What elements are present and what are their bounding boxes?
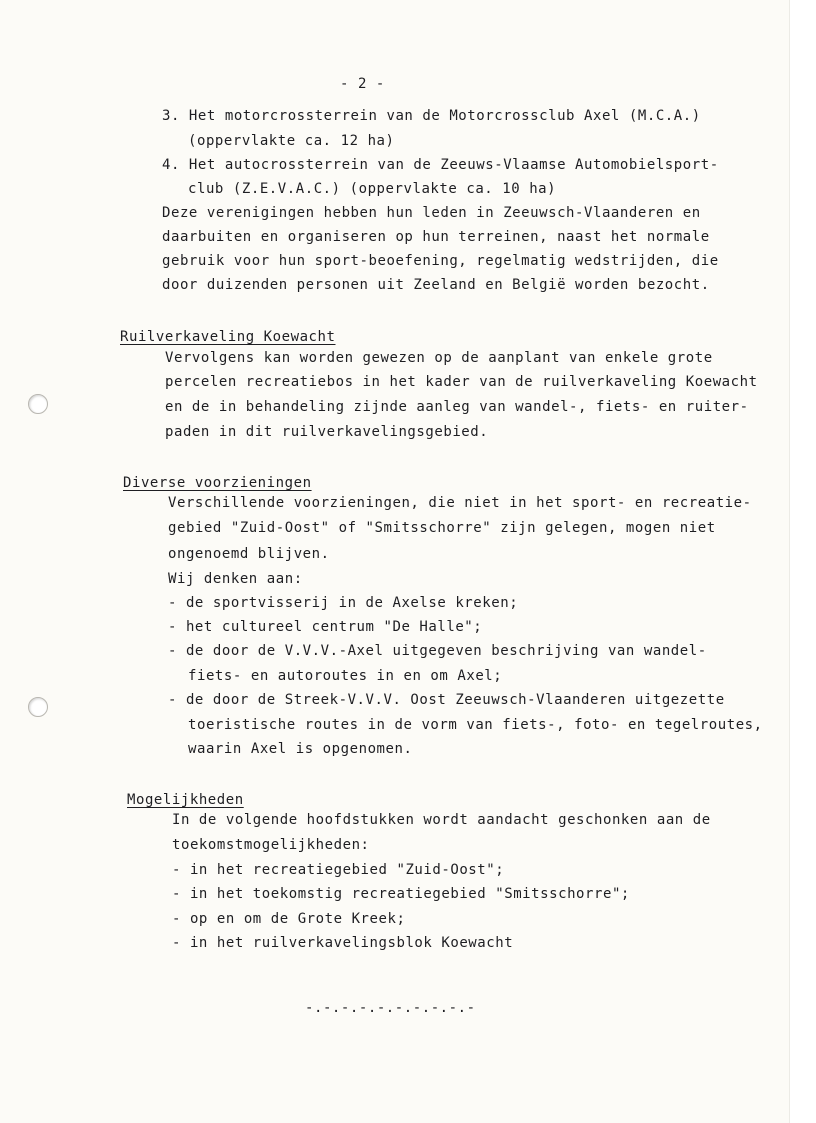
bullet-item: - op en om de Grote Kreek; <box>172 911 406 927</box>
bullet-item: - de door de V.V.V.-Axel uitgegeven beschrijving van wandel- <box>168 643 707 659</box>
bullet-item-continuation: waarin Axel is opgenomen. <box>188 741 413 757</box>
bullet-item: - in het ruilverkavelingsblok Koewacht <box>172 935 514 951</box>
bullet-item-continuation: fiets- en autoroutes in en om Axel; <box>188 668 503 684</box>
list-item-3: 3. Het motorcrossterrein van de Motorcrossclub Axel (M.C.A.) <box>162 108 701 124</box>
list-item-4-continuation: club (Z.E.V.A.C.) (oppervlakte ca. 10 ha) <box>188 181 557 197</box>
paragraph-line: gebruik voor hun sport-beoefening, regelmatig wedstrijden, die <box>162 253 719 269</box>
paragraph-line: paden in dit ruilverkavelingsgebied. <box>165 424 489 440</box>
end-mark: -.-.-.-.-.-.-.-.-.- <box>305 1000 476 1016</box>
paragraph-line: Verschillende voorzieningen, die niet in het sport- en recreatie- <box>168 495 752 511</box>
paragraph-line: door duizenden personen uit Zeeland en België worden bezocht. <box>162 277 710 293</box>
paragraph-line: Deze verenigingen hebben hun leden in Zeeuwsch-Vlaanderen en <box>162 205 701 221</box>
bullet-item: - in het toekomstig recreatiegebied "Smitsschorre"; <box>172 886 630 902</box>
section-heading-mogelijkheden: Mogelijkheden <box>127 792 244 808</box>
punch-hole-top <box>28 394 48 414</box>
bullet-item: - in het recreatiegebied "Zuid-Oost"; <box>172 862 505 878</box>
paragraph-line: gebied "Zuid-Oost" of "Smitsschorre" zijn gelegen, mogen niet <box>168 520 716 536</box>
paragraph-line: percelen recreatiebos in het kader van de ruilverkaveling Koewacht <box>165 374 758 390</box>
list-item-3-continuation: (oppervlakte ca. 12 ha) <box>188 133 395 149</box>
page-number: - 2 - <box>340 76 385 92</box>
paragraph-line: toekomstmogelijkheden: <box>172 837 370 853</box>
bullet-item: - de door de Streek-V.V.V. Oost Zeeuwsch-Vlaanderen uitgezette <box>168 692 725 708</box>
paragraph-line: Wij denken aan: <box>168 571 303 587</box>
paragraph-line: Vervolgens kan worden gewezen op de aanplant van enkele grote <box>165 350 713 366</box>
bullet-item: - het cultureel centrum "De Halle"; <box>168 619 483 635</box>
section-heading-diverse-voorzieningen: Diverse voorzieningen <box>123 475 312 491</box>
punch-hole-bottom <box>28 697 48 717</box>
bullet-item: - de sportvisserij in de Axelse kreken; <box>168 595 519 611</box>
page-edge <box>789 0 816 1123</box>
section-heading-ruilverkaveling: Ruilverkaveling Koewacht <box>120 329 336 345</box>
paragraph-line: daarbuiten en organiseren op hun terreinen, naast het normale <box>162 229 710 245</box>
list-item-4: 4. Het autocrossterrein van de Zeeuws-Vlaamse Automobielsport- <box>162 157 719 173</box>
paragraph-line: In de volgende hoofdstukken wordt aandacht geschonken aan de <box>172 812 711 828</box>
paragraph-line: ongenoemd blijven. <box>168 546 330 562</box>
bullet-item-continuation: toeristische routes in de vorm van fiets-, foto- en tegelroutes, <box>188 717 763 733</box>
paragraph-line: en de in behandeling zijnde aanleg van wandel-, fiets- en ruiter- <box>165 399 749 415</box>
